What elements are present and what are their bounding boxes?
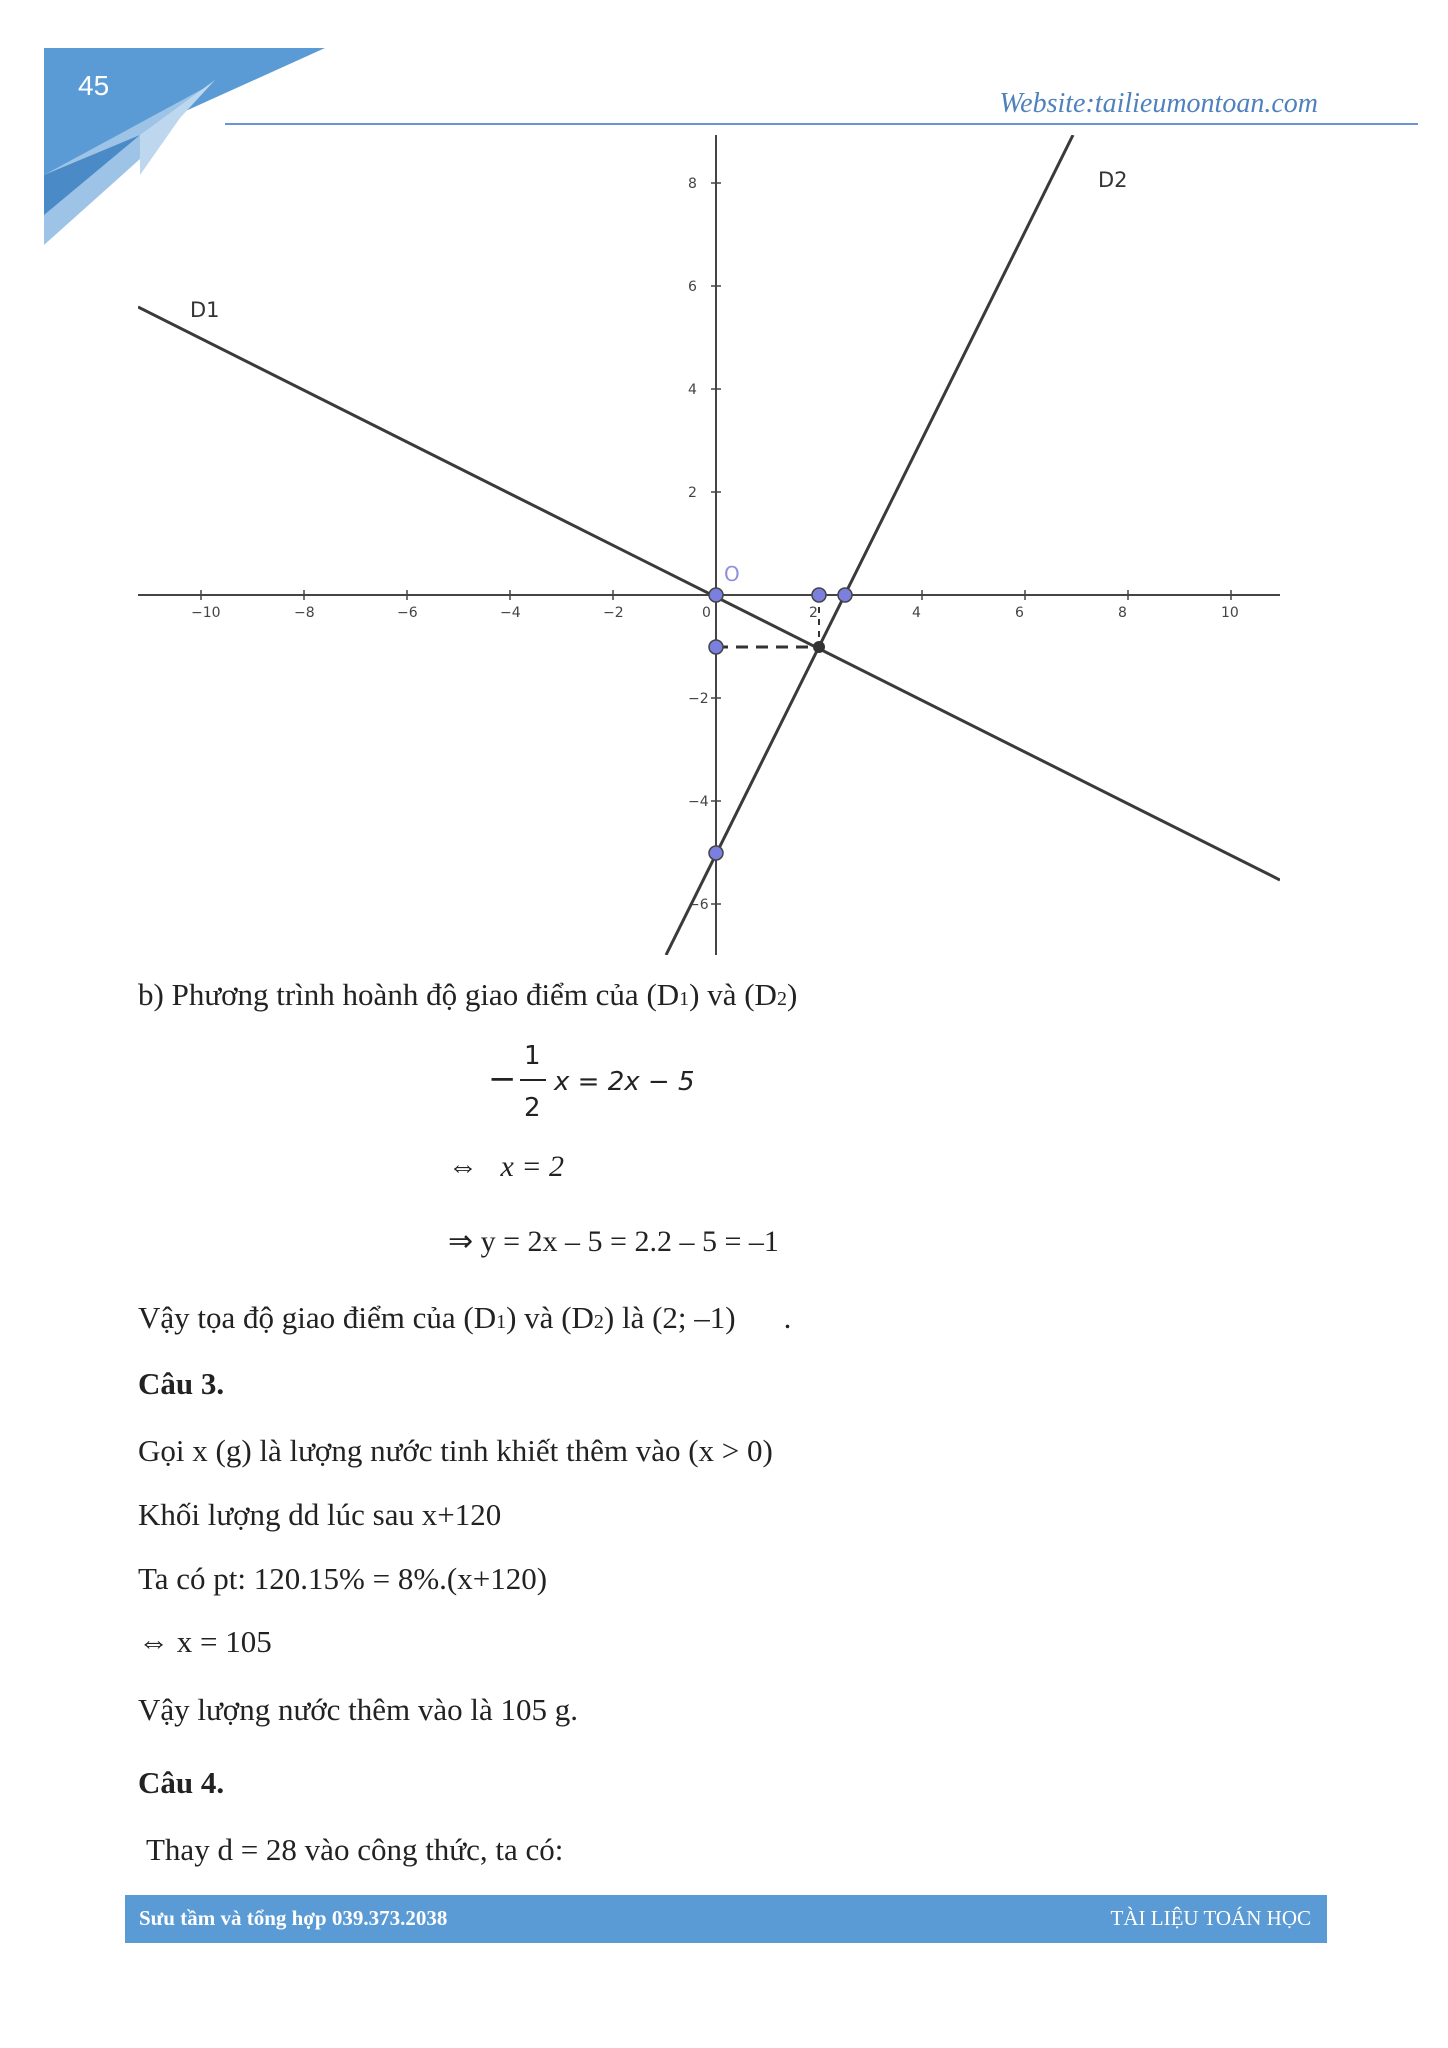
point-y-minus1: [709, 640, 723, 654]
cau3-line-1: Gọi x (g) là lượng nước tinh khiết thêm vào (x > 0): [138, 1433, 773, 1468]
x-tick-label: 6: [1015, 605, 1024, 621]
x-tick-label: 2: [809, 605, 818, 621]
x-tick-label: −6: [397, 605, 418, 621]
website-link[interactable]: Website:tailieumontoan.com: [999, 88, 1318, 119]
coordinate-graph: [138, 135, 1280, 955]
eq1-denominator: 2: [524, 1093, 541, 1123]
point-x2-5: [838, 588, 852, 602]
point-origin: [709, 588, 723, 602]
cau3-title: Câu 3.: [138, 1366, 225, 1401]
x-tick-label: −10: [191, 605, 221, 621]
point-intersection: [813, 641, 825, 653]
cau4-line-1: Thay d = 28 vào công thức, ta có:: [146, 1832, 564, 1867]
part-b-heading: b) Phương trình hoành độ giao điểm của (D1) và (D2): [138, 977, 798, 1012]
equation-2: ⇔ x = 2: [448, 1150, 565, 1183]
cau3-line-3: Ta có pt: 120.15% = 8%.(x+120): [138, 1561, 548, 1596]
footer-right-text: TÀI LIỆU TOÁN HỌC: [1110, 1906, 1311, 1930]
label-origin: O: [724, 562, 740, 586]
conclusion-b: Vậy tọa độ giao điểm của (D1) và (D2) là (2; –1) .: [138, 1300, 792, 1335]
footer-bar: [125, 1895, 1327, 1943]
point-x2: [812, 588, 826, 602]
cau3-line-4: ⇔ x = 105: [138, 1624, 272, 1659]
eq1-minus: −: [488, 1059, 517, 1099]
equation-3: ⇒ y = 2x – 5 = 2.2 – 5 = –1: [448, 1225, 779, 1258]
header-divider: [225, 123, 1418, 125]
y-tick-label: 6: [688, 279, 697, 295]
line-d2: [666, 135, 1073, 955]
x-tick-label: −4: [500, 605, 521, 621]
cau3-line-5: Vậy lượng nước thêm vào là 105 g.: [138, 1692, 579, 1727]
x-tick-label: 4: [912, 605, 921, 621]
y-tick-label: 4: [688, 382, 697, 398]
x-tick-label: 0: [702, 605, 711, 621]
label-d1: D1: [190, 298, 220, 322]
y-tick-label: 8: [688, 176, 697, 192]
equation-fraction: [480, 1036, 720, 1126]
y-tick-label: −4: [688, 794, 709, 810]
page-number: 45: [78, 70, 110, 101]
y-tick-label: −2: [688, 691, 709, 707]
x-tick-label: −8: [294, 605, 315, 621]
point-y-minus5: [709, 846, 723, 860]
eq1-numerator: 1: [524, 1041, 541, 1071]
x-tick-label: −2: [603, 605, 624, 621]
cau4-title: Câu 4.: [138, 1765, 225, 1800]
y-tick-label: 2: [688, 485, 697, 501]
cau3-line-2: Khối lượng dd lúc sau x+120: [138, 1497, 502, 1532]
y-tick-label: −6: [688, 897, 709, 913]
footer-left-text: Sưu tầm và tổng hợp 039.373.2038: [139, 1906, 448, 1930]
x-tick-label: 10: [1221, 605, 1239, 621]
label-d2: D2: [1098, 168, 1128, 192]
x-tick-label: 8: [1118, 605, 1127, 621]
eq1-rest: x = 2x − 5: [554, 1067, 695, 1097]
